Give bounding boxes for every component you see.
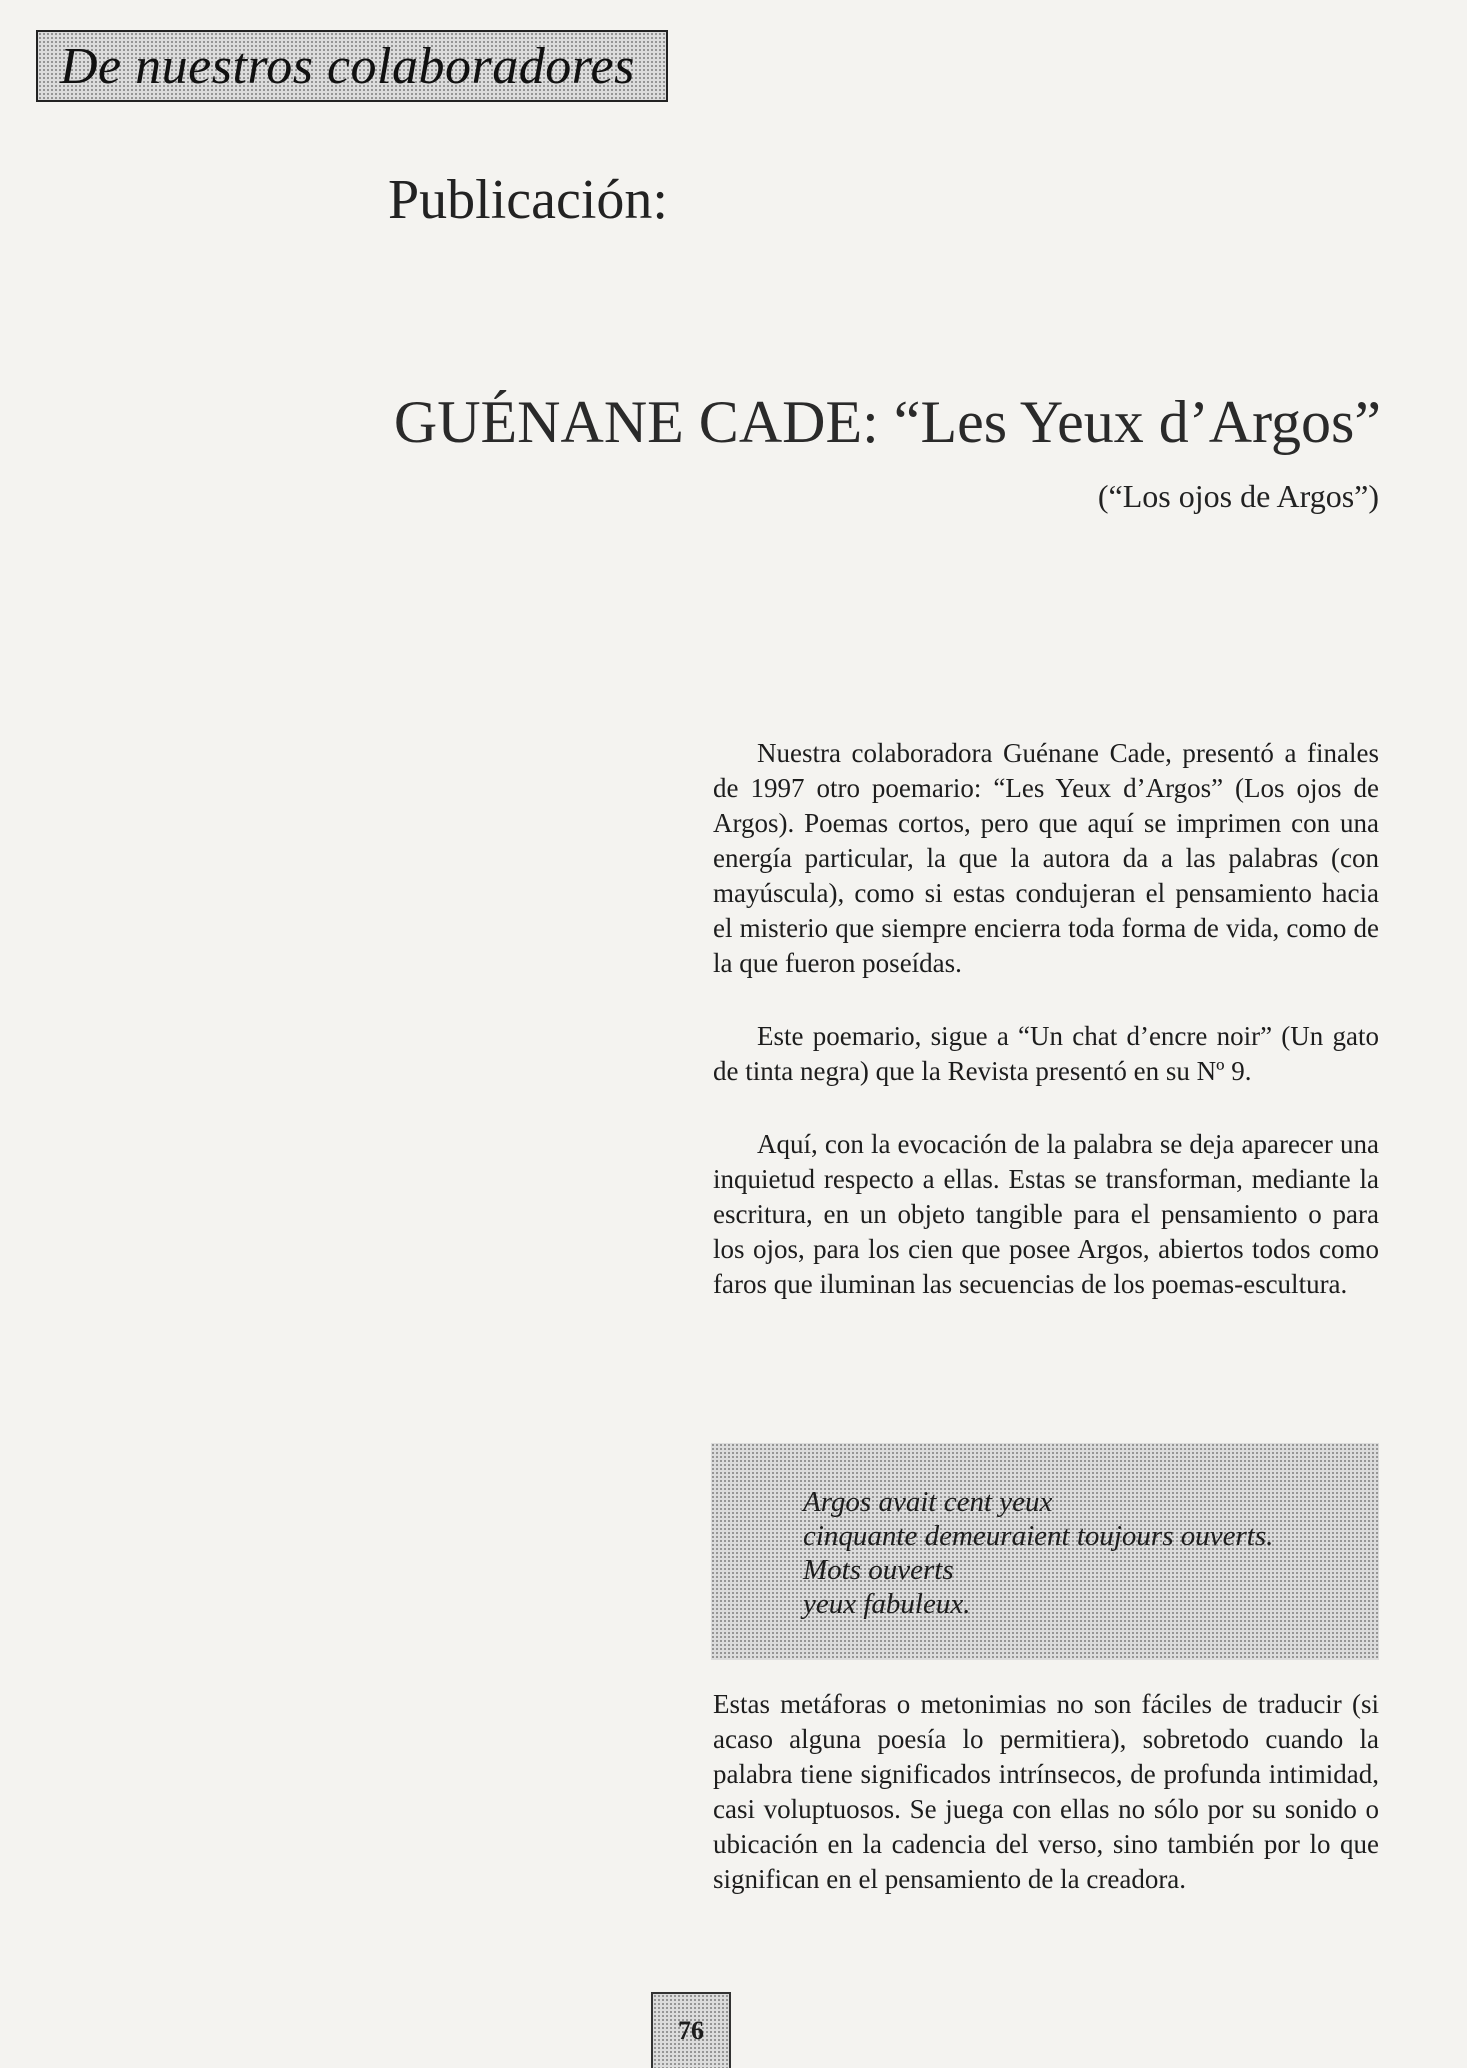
poem-line: Argos avait cent yeux xyxy=(803,1486,1053,1518)
poem-quote-box xyxy=(711,1443,1379,1660)
poem-line: cinquante demeuraient toujours ouverts. xyxy=(803,1520,1274,1552)
section-label: De nuestros colaboradores xyxy=(60,37,635,95)
paragraph: Aquí, con la evocación de la palabra se deja aparecer una inquietud respecto a ellas. Estas se transforman, mediante la escritura, en un objeto tangible para el pensamiento o para los ojos, para los cien que posee Argos, abiertos todos como faros que iluminan las secuencias de los poemas-escultura. xyxy=(713,1129,1379,1299)
article-body xyxy=(713,736,1379,1340)
paragraph: Este poemario, sigue a “Un chat d’encre noir” (Un gato de tinta negra) que la Revista presentó en su Nº 9. xyxy=(713,1021,1379,1086)
paragraph: Nuestra colaboradora Guénane Cade, presentó a finales de 1997 otro poemario: “Les Yeux d’Argos” (Los ojos de Argos). Poemas cortos, pero que aquí se imprimen con una energía particular, la que la autora da a las palabras (con mayúscula), como si estas condujeran el pensamiento hacia el misterio que siempre encierra toda forma de vida, como de la que fueron poseídas. xyxy=(713,738,1379,978)
article-title: GUÉNANE CADE: “Les Yeux d’Argos” xyxy=(393,389,1381,455)
article-closing xyxy=(713,1687,1379,1935)
page-number: 76 xyxy=(651,1992,731,2068)
paragraph: Estas metáforas o metonimias no son fáciles de traducir (si acaso alguna poesía lo permitiera), sobretodo cuando la palabra tiene significados intrínsecos, de profunda intimidad, casi voluptuosos. Se juega con ellas no sólo por su sonido o ubicación en la cadencia del verso, sino también por lo que significan en el pensamiento de la creadora. xyxy=(713,1689,1379,1894)
subheading: Publicación: xyxy=(388,169,668,231)
article-subtitle: (“Los ojos de Argos”) xyxy=(1097,478,1379,514)
poem-line: Mots ouverts xyxy=(803,1554,954,1586)
section-banner xyxy=(36,30,668,102)
poem-line: yeux fabuleux. xyxy=(803,1588,971,1620)
